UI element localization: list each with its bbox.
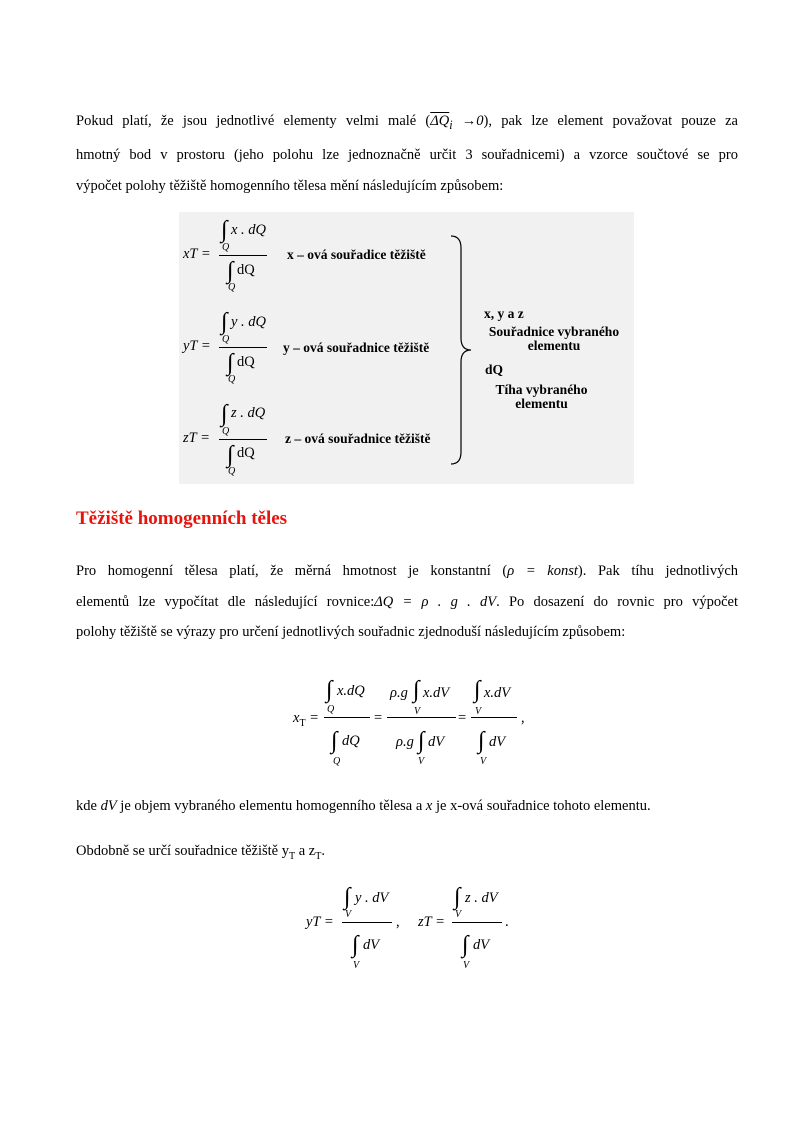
legend-xyz: x, y a z bbox=[484, 306, 524, 321]
kde-line: kde dV je objem vybraného elementu homogenního tělesa a x je x-ová souřadnice tohoto elementu. bbox=[76, 798, 651, 814]
delta-q-equation: ΔQ = ρ . g . dV bbox=[374, 593, 497, 610]
body-line-1: Pro homogenní tělesa platí, že měrná hmotnost je konstantní (ρ = konst). Pak tíhu jednotlivých bbox=[76, 563, 739, 579]
body-line-2: elementů lze vypočítat dle následující rovnice:ΔQ = ρ . g . dV. Po dosazení do rovnic pro výpočet bbox=[76, 593, 738, 610]
legend-dq-desc: Tíha vybraného elementu bbox=[495, 382, 588, 411]
intro-paragraph bbox=[76, 106, 738, 201]
row-z-description: z – ová souřadnice těžiště bbox=[285, 431, 431, 446]
intro-line-2: hmotný bod v prostoru (jeho polohu lze jednoznačně určit 3 souřadnicemi) a vzorce součtové se pro bbox=[76, 147, 738, 164]
rho-konst-formula: ρ = konst bbox=[507, 563, 578, 579]
row-y-description: y – ová souřadnice těžiště bbox=[283, 340, 430, 355]
intro-line-3: výpočet polohy těžiště homogenního tělesa mění následujícím způsobem: bbox=[76, 177, 504, 194]
legend-dq: dQ bbox=[485, 362, 504, 377]
body-paragraph bbox=[76, 556, 738, 648]
right-brace bbox=[447, 234, 477, 466]
row-x-description: x – ová souřadice těžiště bbox=[287, 247, 426, 262]
obdobne-line: Obdobně se určí souřadnice těžiště $y_T$ a $z_T$. bbox=[76, 843, 325, 862]
section-heading: Těžiště homogenních těles bbox=[76, 508, 288, 529]
intro-line-1: Pokud platí, že jsou jednotlivé elementy velmi malé $(\overline{\Delta Q}_i \to 0)$, pak lze element považovat pouze za bbox=[76, 113, 738, 132]
body-line-3: polohy těžiště se výrazy pro určení jednotlivých souřadnic zjednoduší následujícím způsobem: bbox=[76, 624, 626, 640]
centroid-formulas-figure: xT = ∫ x . dQ Q ∫ dQ Q x – ová souřadice těžiště yT = ∫ y . dQ Q ∫ dQ Q y – ová souřadnice těžiště zT = ∫ z . dQ Q ∫ dQ Q z – ová souřadnice těžiště x, y a z Souřadnice vybraného elementu dQ Tíha vybraného elementu bbox=[179, 212, 634, 484]
legend-xyz-desc: Souřadnice vybraného elementu bbox=[488, 324, 620, 353]
delta-q-formula: $\overline{\Delta Q}_i \to 0$ bbox=[430, 113, 484, 132]
